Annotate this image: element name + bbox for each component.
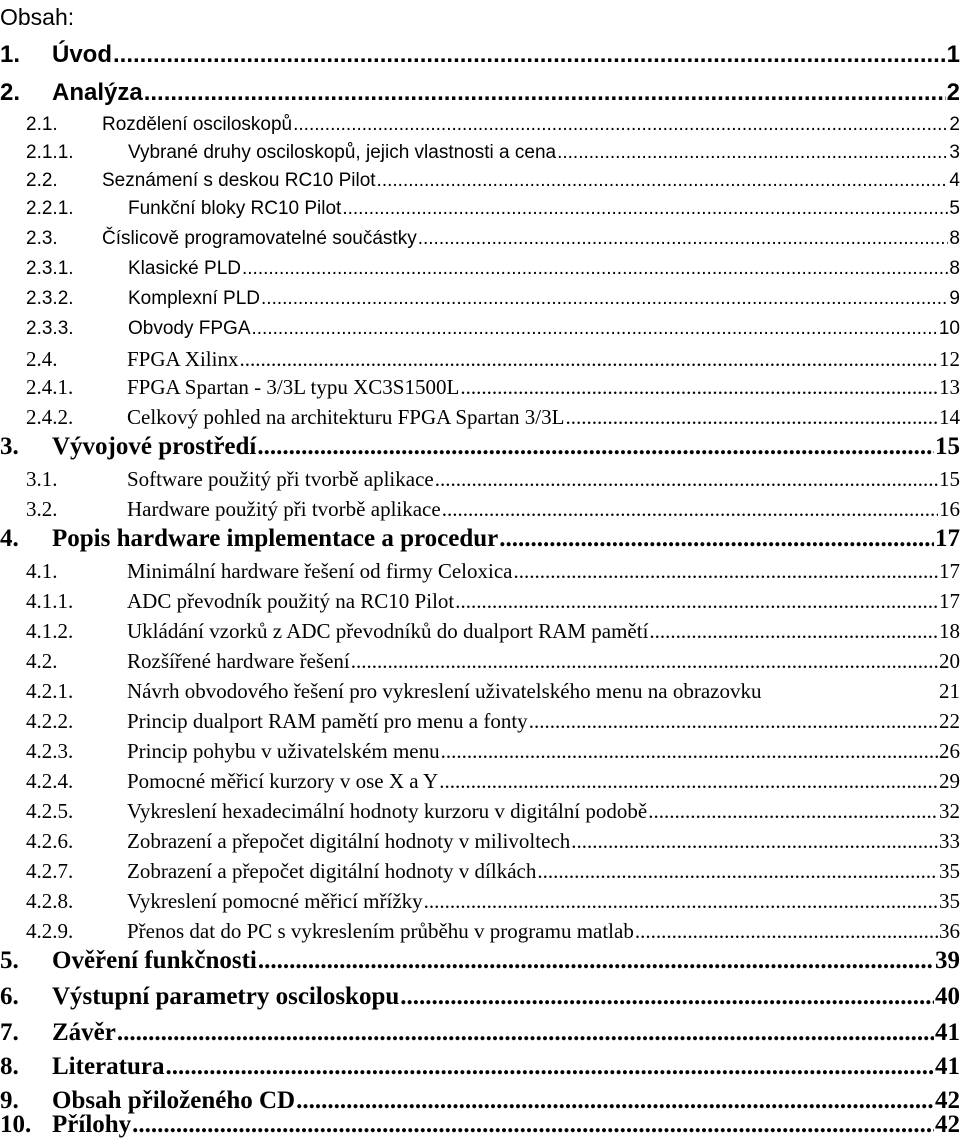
- toc-leader-dots: [258, 944, 934, 978]
- toc-entry-page: 16: [939, 497, 960, 521]
- toc-entry-title: Přílohy: [52, 1111, 132, 1138]
- toc-leader-dots: [242, 252, 948, 286]
- toc-entry[interactable]: [0, 734, 960, 768]
- toc-entry-title: FPGA Spartan - 3/3L typu XC3S1500L: [127, 375, 460, 399]
- toc-entry-title: Úvod: [52, 41, 112, 68]
- toc-entry-number: 6.: [0, 983, 19, 1010]
- toc-entry[interactable]: [0, 674, 960, 708]
- toc-entry-page: 22: [939, 709, 960, 733]
- toc-entry-title: FPGA Xilinx: [127, 347, 239, 371]
- toc-leader-dots: [565, 400, 938, 434]
- toc-entry-page: 10: [938, 318, 960, 339]
- toc-entry[interactable]: [0, 794, 960, 828]
- toc-entry-page: 15: [935, 433, 960, 460]
- toc-entry-number: 2.4.: [26, 347, 58, 371]
- toc-leader-dots: [571, 824, 938, 858]
- toc-entry-number: 3.1.: [26, 467, 58, 491]
- toc-leader-dots: [441, 734, 938, 768]
- toc-entry[interactable]: [0, 282, 960, 316]
- toc-entry-page: 12: [939, 347, 960, 371]
- toc-entry-page: 14: [939, 405, 960, 429]
- toc-entry[interactable]: [0, 38, 960, 72]
- toc-entry-number: 2.4.2.: [26, 405, 74, 429]
- toc-entry-page: 15: [939, 467, 960, 491]
- toc-entry-page: 35: [939, 859, 960, 883]
- toc-entry-page: 8: [949, 258, 960, 279]
- toc-entry-page: 2: [946, 79, 960, 106]
- toc-leader-dots: [351, 644, 938, 678]
- toc-leader-dots: [418, 222, 949, 256]
- toc-entry-number: 4.1.1.: [26, 589, 74, 613]
- toc-leader-dots: [117, 1016, 934, 1050]
- toc-entry-page: 4: [949, 170, 960, 191]
- toc-entry-page: 40: [935, 983, 960, 1010]
- toc-entry-number: 8.: [0, 1053, 19, 1080]
- toc-entry-number: 4.2.8.: [26, 889, 74, 913]
- toc-entry-title: Číslicově programovatelné součástky: [102, 228, 417, 249]
- toc-leader-dots: [424, 884, 938, 918]
- toc-leader-dots: [400, 980, 934, 1014]
- toc-leader-dots: [144, 76, 946, 110]
- toc-entry[interactable]: [0, 884, 960, 918]
- toc-entry-page: 35: [939, 889, 960, 913]
- toc-entry[interactable]: [0, 76, 960, 110]
- toc-leader-dots: [439, 764, 938, 798]
- toc-entry-page: 1: [946, 41, 960, 68]
- toc-entry-number: 4.2.4.: [26, 769, 74, 793]
- toc-entry-title: Celkový pohled na architekturu FPGA Spartan 3/3L: [127, 405, 565, 429]
- toc-entry-title: Vykreslení hexadecimální hodnoty kurzoru v digitální podobě: [127, 799, 648, 823]
- toc-entry-title: Vývojové prostředí: [52, 433, 257, 460]
- toc-entry[interactable]: [0, 644, 960, 678]
- toc-entry[interactable]: [0, 914, 960, 948]
- toc-entry[interactable]: [0, 554, 960, 588]
- toc-entry[interactable]: [0, 854, 960, 888]
- toc-entry[interactable]: [0, 430, 960, 464]
- toc-entry-number: 2.1.: [26, 114, 58, 135]
- toc-entry-page: 41: [935, 1053, 960, 1080]
- toc-entry-page: 18: [939, 619, 960, 643]
- toc-entry-title: Software použitý při tvorbě aplikace: [127, 467, 434, 491]
- toc-entry-page: 21: [939, 679, 960, 703]
- toc-entry-page: 8: [949, 228, 960, 249]
- toc-leader-dots: [342, 192, 948, 226]
- toc-entry-title: Závěr: [52, 1019, 116, 1046]
- toc-entry-title: Návrh obvodového řešení pro vykreslení uživatelského menu na obrazovku: [127, 679, 762, 703]
- toc-entry-title: Minimální hardware řešení od firmy Celoxica: [127, 559, 513, 583]
- toc-entry[interactable]: [0, 370, 960, 404]
- toc-entry-number: 2.3.2.: [26, 288, 74, 309]
- toc-leader-dots: [165, 1050, 934, 1084]
- toc-entry-page: 32: [939, 799, 960, 823]
- toc-entry-title: Přenos dat do PC s vykreslením průběhu v programu matlab: [127, 919, 634, 943]
- toc-leader-dots: [113, 38, 946, 72]
- toc-entry-page: 39: [935, 947, 960, 974]
- toc-entry-page: 17: [935, 525, 960, 552]
- toc-entry-number: 3.: [0, 433, 19, 460]
- toc-entry[interactable]: [0, 614, 960, 648]
- toc-entry[interactable]: [0, 584, 960, 618]
- toc-entry[interactable]: [0, 400, 960, 434]
- toc-entry-number: 2.1.1.: [26, 142, 74, 163]
- toc-entry-title: Obsah přiloženého CD: [52, 1087, 296, 1114]
- toc-entry-number: 4.2.5.: [26, 799, 74, 823]
- toc-entry-number: 4.2.9.: [26, 919, 74, 943]
- toc-entry-number: 7.: [0, 1019, 19, 1046]
- toc-entry[interactable]: [0, 1050, 960, 1084]
- toc-entry[interactable]: [0, 1016, 960, 1050]
- toc-entry-title: ADC převodník použitý na RC10 Pilot: [127, 589, 455, 613]
- toc-entry-number: 3.2.: [26, 497, 58, 521]
- toc-entry-number: 4.2.3.: [26, 739, 74, 763]
- toc-entry-number: 4.2.: [26, 649, 58, 673]
- toc-entry-title: Analýza: [52, 79, 143, 106]
- toc-entry-title: Rozšířené hardware řešení: [127, 649, 350, 673]
- toc-entry-number: 5.: [0, 947, 19, 974]
- toc-leader-dots: [513, 554, 938, 588]
- toc-entry-number: 9.: [0, 1087, 19, 1114]
- toc-entry-title: Seznámení s deskou RC10 Pilot: [102, 170, 376, 191]
- toc-leader-dots: [252, 312, 938, 346]
- toc-entry-title: Ověření funkčnosti: [52, 947, 257, 974]
- toc-entry-page: 36: [939, 919, 960, 943]
- toc-entry-page: 13: [939, 375, 960, 399]
- toc-entry[interactable]: [0, 192, 960, 226]
- toc-entry-number: 2.: [0, 79, 21, 106]
- toc-entry-page: 17: [939, 559, 960, 583]
- toc-entry-page: 42: [935, 1111, 960, 1138]
- toc-entry-page: 41: [935, 1019, 960, 1046]
- toc-entry-number: 2.3.: [26, 228, 58, 249]
- toc-entry-title: Zobrazení a přepočet digitální hodnoty v milivoltech: [127, 829, 571, 853]
- toc-entry-number: 2.2.1.: [26, 198, 74, 219]
- toc-entry-number: 2.3.1.: [26, 258, 74, 279]
- toc-entry-number: 4.1.: [26, 559, 58, 583]
- toc-entry-title: Literatura: [52, 1053, 165, 1080]
- toc-entry[interactable]: [0, 462, 960, 496]
- toc-entry-page: 9: [949, 288, 960, 309]
- toc-entry-title: Zobrazení a přepočet digitální hodnoty v dílkách: [127, 859, 537, 883]
- toc-entry-title: Popis hardware implementace a procedur: [52, 525, 499, 552]
- toc-leader-dots: [435, 462, 938, 496]
- toc-entry-title: Ukládání vzorků z ADC převodníků do dualport RAM pamětí: [127, 619, 649, 643]
- toc-leader-dots: [132, 1108, 934, 1142]
- toc-entry[interactable]: [0, 824, 960, 858]
- toc-entry-page: 20: [939, 649, 960, 673]
- toc-leader-dots: [442, 492, 938, 526]
- toc-entry[interactable]: [0, 222, 960, 256]
- toc-entry-title: Funkční bloky RC10 Pilot: [128, 198, 342, 219]
- toc-entry-number: 2.4.1.: [26, 375, 74, 399]
- toc-entry[interactable]: [0, 980, 960, 1014]
- toc-entry[interactable]: [0, 522, 960, 556]
- toc-leader-dots: [261, 282, 948, 316]
- toc-entry-number: 4.: [0, 525, 19, 552]
- toc-entry-title: Vybrané druhy osciloskopů, jejich vlastnosti a cena: [128, 142, 557, 163]
- toc-entry[interactable]: [0, 492, 960, 526]
- toc-leader-dots: [460, 370, 938, 404]
- toc-entry-title: Princip pohybu v uživatelském menu: [127, 739, 440, 763]
- toc-entry-page: 42: [935, 1087, 960, 1114]
- toc-entry-number: 4.2.7.: [26, 859, 74, 883]
- toc-leader-dots: [529, 704, 938, 738]
- toc-entry-page: 2: [949, 114, 960, 135]
- toc-entry-title: Pomocné měřicí kurzory v ose X a Y: [127, 769, 439, 793]
- toc-entry-title: Hardware použitý při tvorbě aplikace: [127, 497, 441, 521]
- toc-entry[interactable]: [0, 1108, 960, 1142]
- toc-entry-number: 10.: [0, 1111, 32, 1138]
- toc-leader-dots: [649, 614, 938, 648]
- toc-entry-page: 26: [939, 739, 960, 763]
- toc-heading: Obsah:: [0, 4, 75, 30]
- toc-entry-page: 3: [949, 142, 960, 163]
- toc-leader-dots: [648, 794, 938, 828]
- toc-entry-title: Princip dualport RAM pamětí pro menu a fonty: [127, 709, 528, 733]
- toc-entry-number: 4.2.6.: [26, 829, 74, 853]
- toc-entry-number: 4.2.2.: [26, 709, 74, 733]
- toc-entry-title: Komplexní PLD: [128, 288, 261, 309]
- toc-entry-page: 5: [949, 198, 960, 219]
- toc-leader-dots: [455, 584, 938, 618]
- toc-entry-page: 17: [939, 589, 960, 613]
- toc-entry[interactable]: [0, 704, 960, 738]
- toc-entry-title: Rozdělení osciloskopů: [102, 114, 293, 135]
- toc-entry[interactable]: [0, 764, 960, 798]
- toc-entry[interactable]: [0, 312, 960, 346]
- toc-entry-title: Obvody FPGA: [128, 318, 251, 339]
- toc-leader-dots: [537, 854, 938, 888]
- toc-leader-dots: [499, 522, 934, 556]
- toc-entry-title: Výstupní parametry osciloskopu: [52, 983, 400, 1010]
- toc-entry-page: 29: [939, 769, 960, 793]
- toc-entry[interactable]: [0, 252, 960, 286]
- toc-entry-title: Klasické PLD: [128, 258, 241, 279]
- toc-entry-number: 2.3.3.: [26, 318, 74, 339]
- toc-entry-number: 4.1.2.: [26, 619, 74, 643]
- toc-entry[interactable]: [0, 944, 960, 978]
- toc-leader-dots: [635, 914, 938, 948]
- toc-entry-page: 33: [939, 829, 960, 853]
- toc-entry-number: 4.2.1.: [26, 679, 74, 703]
- toc-entry-number: 1.: [0, 41, 21, 68]
- toc-entry-number: 2.2.: [26, 170, 58, 191]
- toc-entry-title: Vykreslení pomocné měřicí mřížky: [127, 889, 423, 913]
- toc-leader-dots: [257, 430, 934, 464]
